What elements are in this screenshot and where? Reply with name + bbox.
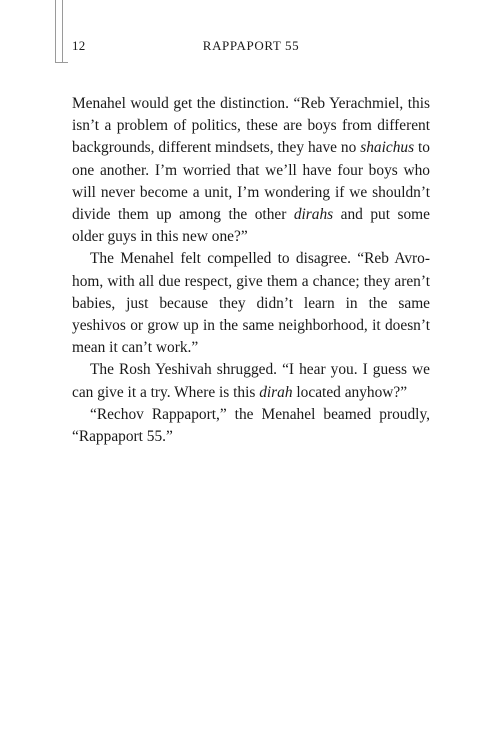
italic-term: dirah bbox=[259, 383, 293, 401]
text-run: to one another. I’m worried that we’ll have four boys who will never become a unit, I’m wondering if we shouldn’t divide them up among the other bbox=[72, 139, 430, 224]
body-text bbox=[72, 93, 430, 448]
crop-mark-vertical-inner bbox=[62, 0, 63, 62]
text-run: and put some older guys in this new one?” bbox=[72, 206, 430, 246]
crop-mark-horizontal bbox=[55, 62, 68, 63]
paragraph bbox=[72, 248, 430, 359]
text-run: located anyhow?” bbox=[292, 383, 408, 401]
crop-mark-vertical-outer bbox=[55, 0, 56, 62]
text-run: The Rosh Yeshivah shrugged. “I hear you. I guess we can give it a try. Where is this bbox=[72, 361, 430, 401]
italic-term: dirahs bbox=[293, 206, 334, 224]
text-run: The Menahel felt compelled to disagree. “Reb Avrohom, with all due respect, give them a chance; they aren’t babies, just because they didn’t learn in the same yeshivos or grow up in the same neighborhood, it doesn’t mean it can’t work.” bbox=[72, 250, 430, 357]
page-number: 12 bbox=[72, 38, 86, 53]
text-run: Menahel would get the distinction. “Reb Yerachmiel, this isn’t a problem of politics, these are boys from different backgrounds, different mindsets, they have no bbox=[72, 95, 430, 157]
paragraph bbox=[72, 93, 430, 248]
paragraph bbox=[72, 404, 430, 448]
running-title: RAPPAPORT 55 bbox=[202, 38, 300, 53]
italic-term: shaichus bbox=[360, 139, 415, 157]
running-head bbox=[72, 38, 430, 54]
paragraph bbox=[72, 359, 430, 403]
text-run: “Rechov Rappaport,” the Menahel beamed proudly, “Rappaport 55.” bbox=[72, 405, 430, 446]
